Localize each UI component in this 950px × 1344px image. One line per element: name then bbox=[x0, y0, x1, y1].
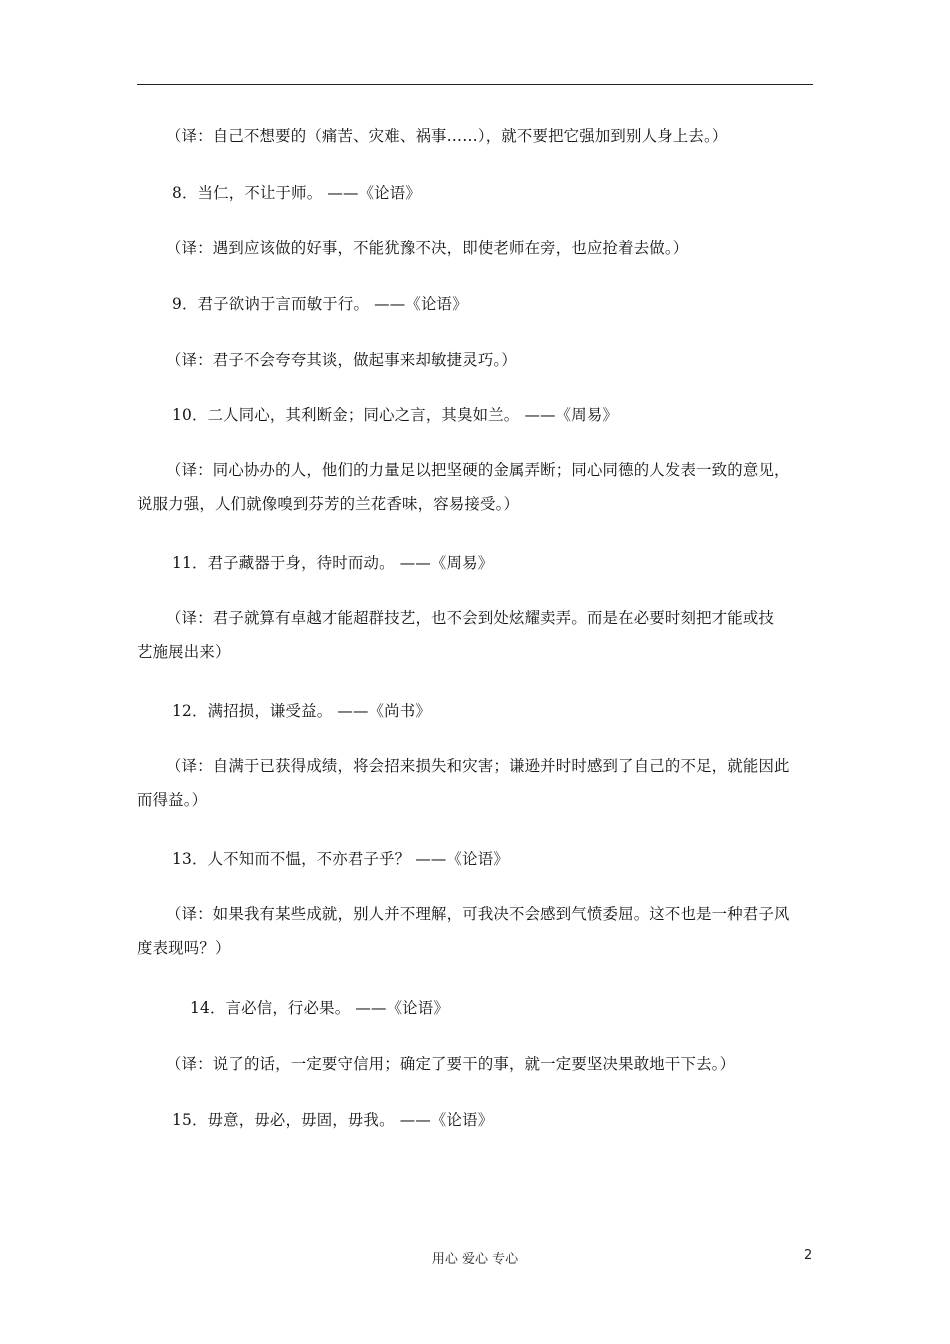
translation-8: （译：遇到应该做的好事，不能犹豫不决，即使老师在旁，也应抢着去做。） bbox=[166, 239, 689, 257]
quote-12: 12．满招损，谦受益。 ——《尚书》 bbox=[172, 702, 431, 720]
translation-12-line-2: 而得益。） bbox=[137, 791, 208, 809]
translation-14: （译：说了的话，一定要守信用；确定了要干的事，就一定要坚决果敢地干下去。） bbox=[166, 1055, 736, 1073]
translation-11-line-2: 艺施展出来） bbox=[137, 643, 231, 661]
translation-13 bbox=[137, 897, 813, 965]
quote-9: 9．君子欲讷于言而敏于行。 ——《论语》 bbox=[172, 295, 468, 313]
translation-11 bbox=[137, 601, 813, 669]
translation-12 bbox=[137, 749, 813, 817]
translation-13-line-2: 度表现吗？） bbox=[137, 939, 231, 957]
translation-10-line-2: 说服力强，人们就像嗅到芬芳的兰花香味，容易接受。） bbox=[137, 495, 520, 513]
translation-10 bbox=[137, 453, 813, 521]
translation-11-line-1: （译：君子就算有卓越才能超群技艺，也不会到处炫耀卖弄。而是在必要时刻把才能或技 bbox=[166, 609, 775, 627]
quote-10: 10．二人同心，其利断金；同心之言，其臭如兰。 ——《周易》 bbox=[172, 406, 619, 424]
translation-7: （译：自己不想要的（痛苦、灾难、祸事……），就不要把它强加到别人身上去。） bbox=[166, 127, 728, 145]
quote-14: 14．言必信，行必果。 ——《论语》 bbox=[190, 999, 449, 1017]
quote-11: 11．君子藏器于身，待时而动。 ——《周易》 bbox=[172, 554, 494, 572]
footer-slogan: 用心 爱心 专心 bbox=[431, 1252, 519, 1267]
header-rule bbox=[137, 84, 813, 85]
page-number: 2 bbox=[804, 1248, 813, 1263]
quote-15: 15．毋意，毋必，毋固，毋我。 ——《论语》 bbox=[172, 1111, 494, 1129]
translation-9: （译：君子不会夸夸其谈，做起事来却敏捷灵巧。） bbox=[166, 351, 517, 369]
translation-13-line-1: （译：如果我有某些成就，别人并不理解，可我决不会感到气愤委屈。这不也是一种君子风 bbox=[166, 905, 790, 923]
translation-12-line-1: （译：自满于已获得成绩，将会招来损失和灾害；谦逊并时时感到了自己的不足，就能因此 bbox=[166, 757, 790, 775]
quote-8: 8．当仁，不让于师。 ——《论语》 bbox=[172, 184, 421, 202]
quote-13: 13．人不知而不愠，不亦君子乎？ ——《论语》 bbox=[172, 850, 509, 868]
translation-10-line-1: （译：同心协办的人，他们的力量足以把坚硬的金属弄断；同心同德的人发表一致的意见， bbox=[166, 461, 790, 479]
